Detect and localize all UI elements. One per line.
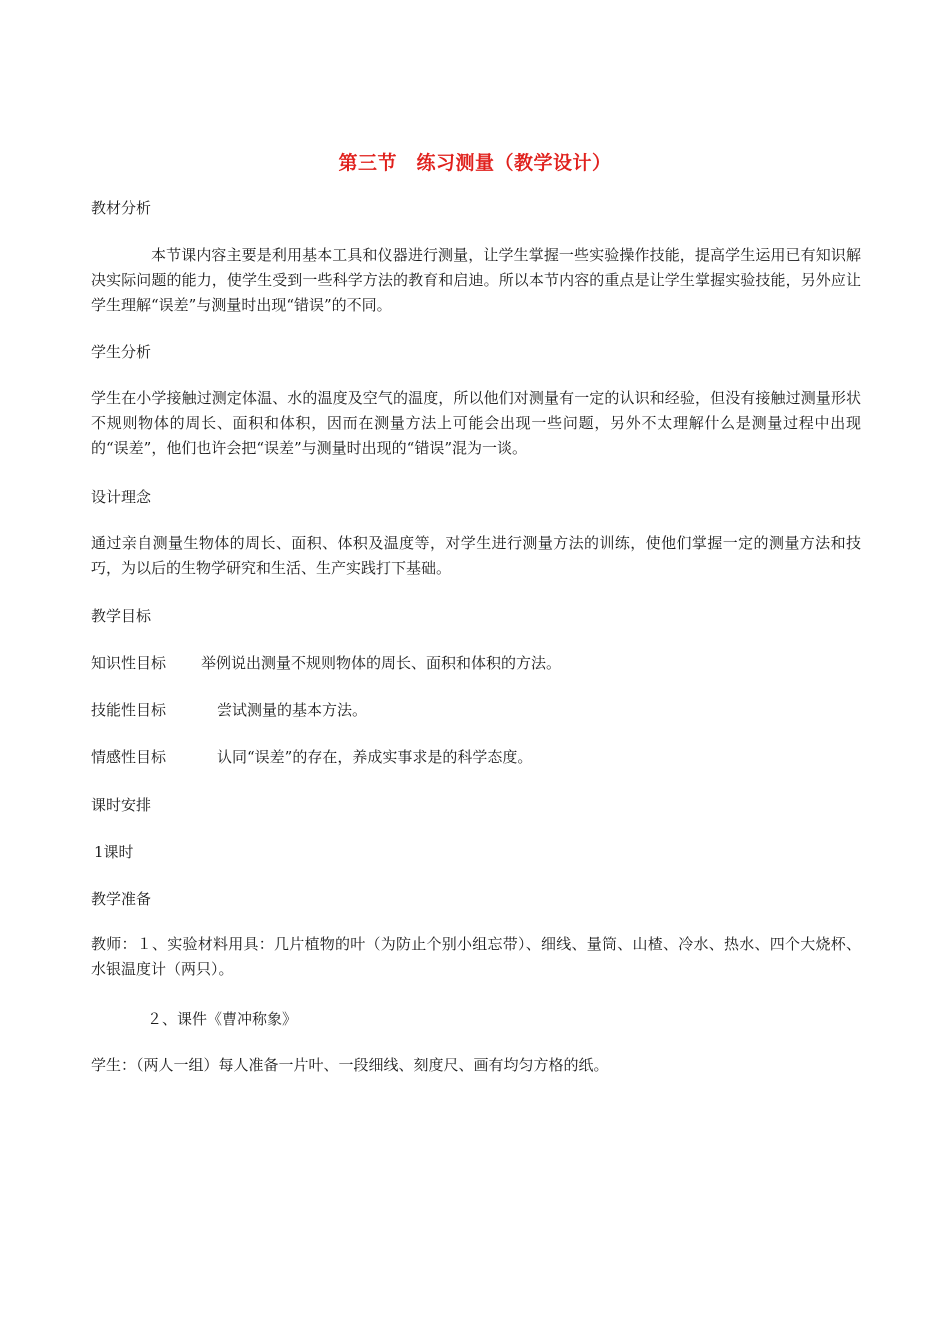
schedule-text: 1课时 — [94, 843, 134, 861]
heading-teaching-goals: 教学目标 — [91, 607, 152, 625]
goal-knowledge-label: 知识性目标 — [91, 654, 167, 672]
paragraph-teacher-preparation: 教师：１、实验材料用具：几片植物的叶（为防止个别小组忘带）、细线、量筒、山楂、冷水、热水、四个大烧杯、水银温度计（两只）。 — [91, 935, 861, 978]
paragraph-material-analysis: 本节课内容主要是利用基本工具和仪器进行测量，让学生掌握一些实验操作技能，提高学生运用已有知识解决实际问题的能力，使学生受到一些科学方法的教育和启迪。所以本节内容的重点是让学生掌握实验技能，另外应让学生理解“误差”与测量时出现“错误”的不同。 — [91, 246, 861, 314]
heading-student-analysis: 学生分析 — [91, 343, 152, 361]
heading-design-concept: 设计理念 — [91, 488, 152, 506]
paragraph-design-concept: 通过亲自测量生物体的周长、面积、体积及温度等，对学生进行测量方法的训练，使他们掌握一定的测量方法和技巧，为以后的生物学研究和生活、生产实践打下基础。 — [91, 534, 861, 577]
heading-preparation: 教学准备 — [91, 890, 152, 908]
goal-emotion-text: 认同“误差”的存在，养成实事求是的科学态度。 — [217, 748, 533, 766]
goal-emotion-label: 情感性目标 — [91, 748, 167, 766]
heading-schedule: 课时安排 — [91, 796, 152, 814]
goal-skill-label: 技能性目标 — [91, 701, 167, 719]
paragraph-student-analysis: 学生在小学接触过测定体温、水的温度及空气的温度，所以他们对测量有一定的认识和经验，但没有接触过测量形状不规则物体的周长、面积和体积，因而在测量方法上可能会出现一些问题，另外不太理解什么是测量过程中出现的“误差”，他们也许会把“误差”与测量时出现的“错误”混为一谈。 — [91, 389, 861, 457]
goal-skill-text: 尝试测量的基本方法。 — [217, 701, 368, 719]
heading-material-analysis: 教材分析 — [91, 199, 152, 217]
goal-knowledge-text: 举例说出测量不规则物体的周长、面积和体积的方法。 — [201, 654, 562, 672]
paragraph-student-preparation: 学生：（两人一组）每人准备一片叶、一段细线、刻度尺、画有均匀方格的纸。 — [91, 1056, 609, 1074]
teacher-preparation-item-2: ２、课件《曹冲称象》 — [147, 1010, 298, 1028]
page-title: 第三节 练习测量（教学设计） — [338, 152, 612, 174]
